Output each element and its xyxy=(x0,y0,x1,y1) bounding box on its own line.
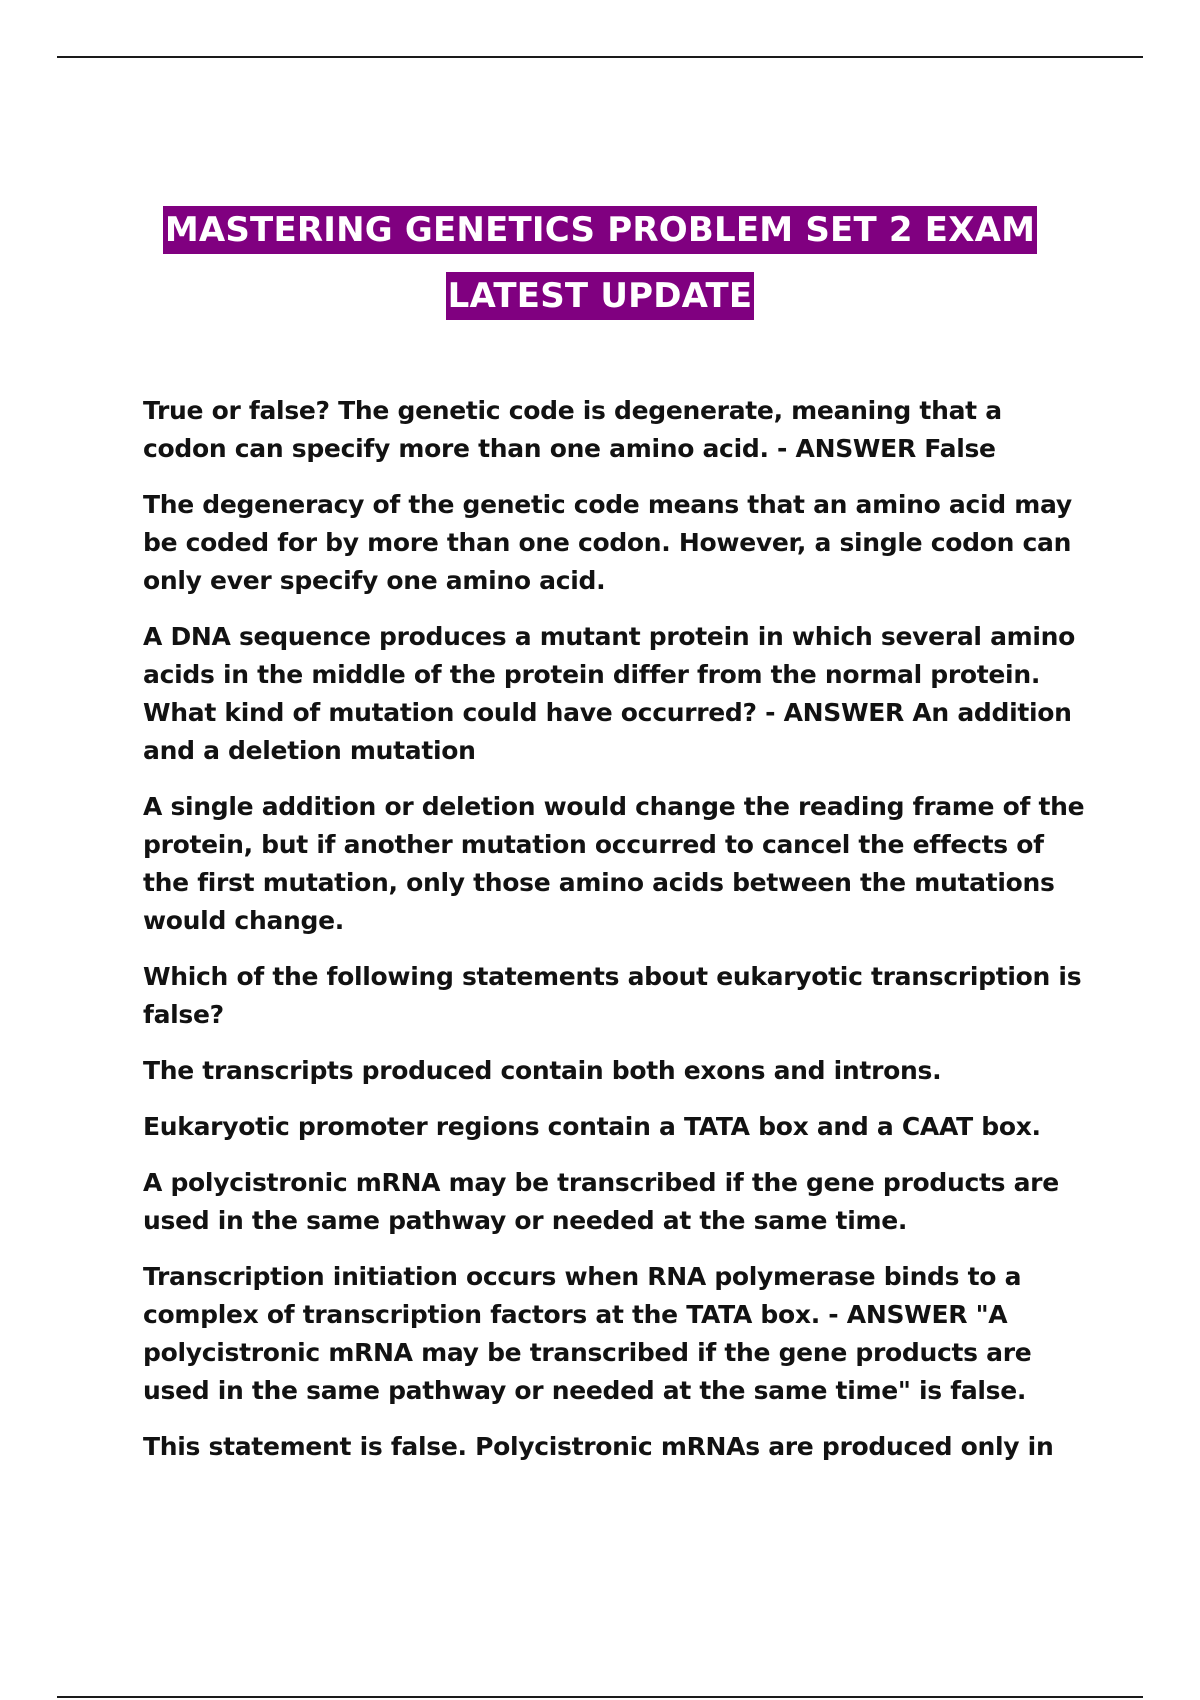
paragraph-8: A polycistronic mRNA may be transcribed if the gene products are used in the same pathway or needed at the same time. xyxy=(143,1168,1059,1235)
paragraph-1: True or false? The genetic code is degenerate, meaning that a codon can specify more than one amino acid. - ANSWER False xyxy=(143,396,1002,463)
paragraph-7: Eukaryotic promoter regions contain a TATA box and a CAAT box. xyxy=(143,1112,1041,1141)
paragraph-4: A single addition or deletion would change the reading frame of the protein, but if another mutation occurred to cancel the effects of the first mutation, only those amino acids between the mutations would change. xyxy=(143,792,1085,935)
paragraph-2: The degeneracy of the genetic code means that an amino acid may be coded for by more than one codon. However, a single codon can only ever specify one amino acid. xyxy=(143,490,1072,595)
top-rule xyxy=(57,56,1143,58)
bottom-rule xyxy=(57,1696,1143,1698)
document-body xyxy=(143,392,1093,1484)
paragraph-5: Which of the following statements about eukaryotic transcription is false? xyxy=(143,962,1082,1029)
paragraph-10: This statement is false. Polycistronic mRNAs are produced only in xyxy=(143,1432,1054,1461)
document-title xyxy=(0,200,1200,332)
paragraph-3: A DNA sequence produces a mutant protein in which several amino acids in the middle of the protein differ from the normal protein. What kind of mutation could have occurred? - ANSWER An addition and a deletion mutation xyxy=(143,622,1076,765)
title-line-2: LATEST UPDATE xyxy=(446,272,755,320)
title-line-1: MASTERING GENETICS PROBLEM SET 2 EXAM xyxy=(163,206,1037,254)
paragraph-9: Transcription initiation occurs when RNA polymerase binds to a complex of transcription factors at the TATA box. - ANSWER "A polycistronic mRNA may be transcribed if the gene products are used in the same pathway or needed at the same time" is false. xyxy=(143,1262,1032,1405)
paragraph-6: The transcripts produced contain both exons and introns. xyxy=(143,1056,942,1085)
